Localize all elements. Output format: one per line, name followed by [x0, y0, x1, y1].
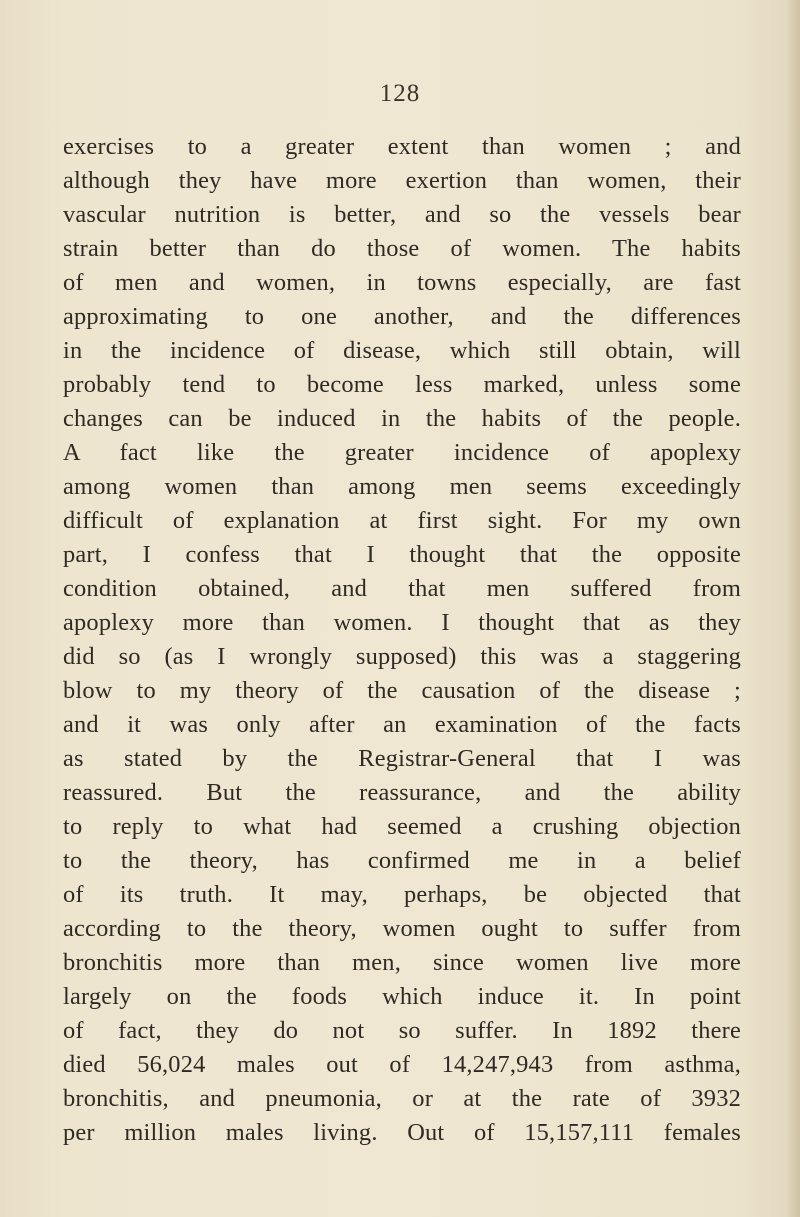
text-line: vascular nutrition is better, and so the vessels bear [63, 201, 741, 228]
text-line: reassured. But the reassurance, and the ability [63, 779, 741, 806]
page-number: 128 [379, 80, 421, 107]
text-line: as stated by the Registrar-General that I was [63, 745, 741, 772]
text-line: among women than among men seems exceedingly [63, 473, 741, 500]
text-line: strain better than do those of women. The habits [63, 235, 741, 262]
text-line: bronchitis, and pneumonia, or at the rate of 3932 [63, 1085, 741, 1112]
text-line: according to the theory, women ought to suffer from [63, 915, 741, 942]
body-text [63, 130, 741, 1150]
text-line: exercises to a greater extent than women ; and [63, 133, 741, 160]
text-line: condition obtained, and that men suffered from [63, 575, 741, 602]
text-line: largely on the foods which induce it. In point [63, 983, 741, 1010]
text-line: of men and women, in towns especially, are fast [63, 269, 741, 296]
text-line: although they have more exertion than women, their [63, 167, 741, 194]
text-line: difficult of explanation at first sight. For my own [63, 507, 741, 534]
text-line: per million males living. Out of 15,157,111 females [63, 1119, 741, 1146]
text-line: of fact, they do not so suffer. In 1892 there [63, 1017, 741, 1044]
page-edge-shadow [786, 0, 800, 1217]
text-line: approximating to one another, and the differences [63, 303, 741, 330]
text-line: changes can be induced in the habits of the people. [63, 405, 741, 432]
text-line: probably tend to become less marked, unless some [63, 371, 741, 398]
text-line: bronchitis more than men, since women live more [63, 949, 741, 976]
text-line: A fact like the greater incidence of apoplexy [63, 439, 741, 466]
text-line: died 56,024 males out of 14,247,943 from asthma, [63, 1051, 741, 1078]
text-line: part, I confess that I thought that the opposite [63, 541, 741, 568]
text-line: to the theory, has confirmed me in a belief [63, 847, 741, 874]
text-line: to reply to what had seemed a crushing objection [63, 813, 741, 840]
text-line: and it was only after an examination of the facts [63, 711, 741, 738]
text-line: apoplexy more than women. I thought that as they [63, 609, 741, 636]
text-line: in the incidence of disease, which still obtain, will [63, 337, 741, 364]
text-line: blow to my theory of the causation of the disease ; [63, 677, 741, 704]
text-line: did so (as I wrongly supposed) this was a staggering [63, 643, 741, 670]
text-line: of its truth. It may, perhaps, be objected that [63, 881, 741, 908]
